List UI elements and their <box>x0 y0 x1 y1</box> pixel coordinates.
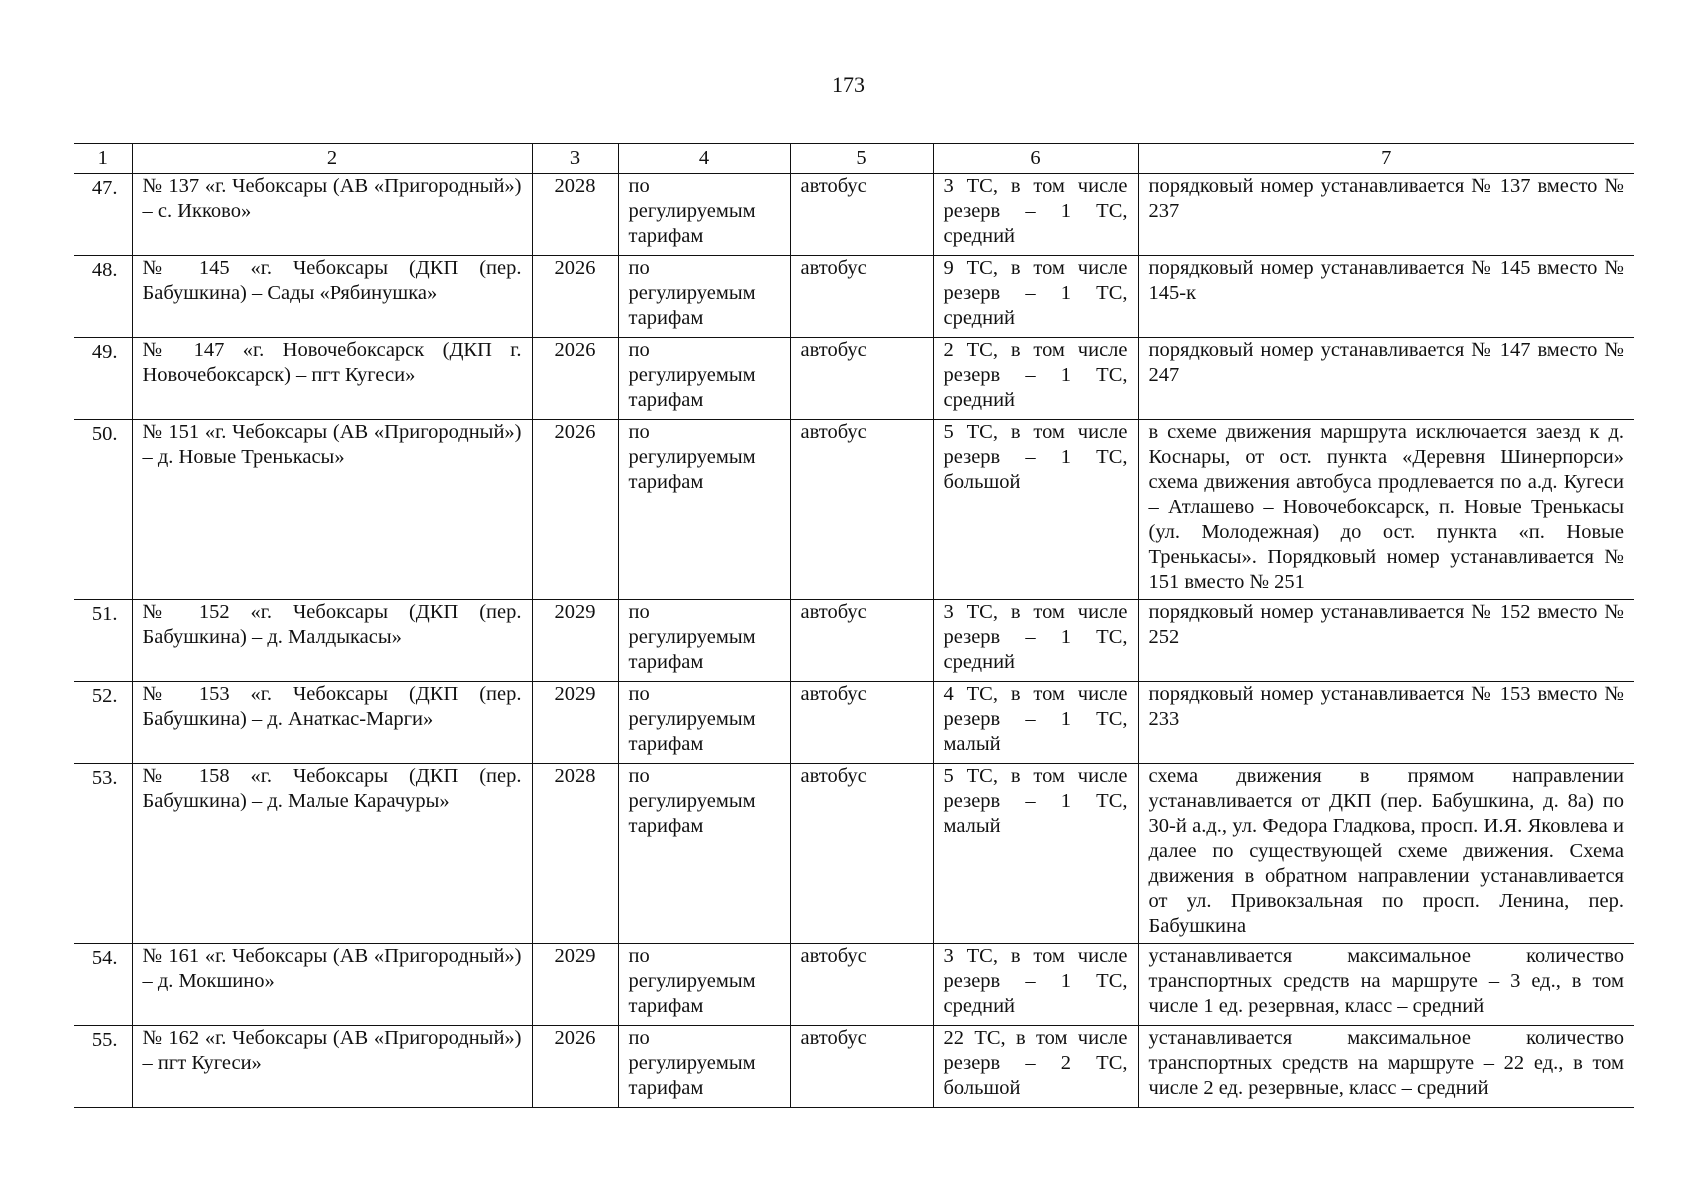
vehicle-count: 3 ТС, в том числе резерв – 1 ТС, средний <box>933 944 1138 1026</box>
route-year: 2028 <box>532 764 618 944</box>
table-row <box>74 256 1634 338</box>
column-header: 3 <box>532 144 618 174</box>
table-row <box>74 600 1634 682</box>
tariff-type: по регулируемым тарифам <box>618 256 790 338</box>
route-year: 2029 <box>532 600 618 682</box>
row-number: 55. <box>74 1026 132 1108</box>
column-header: 7 <box>1138 144 1634 174</box>
route-year: 2026 <box>532 256 618 338</box>
tariff-type: по регулируемым тарифам <box>618 944 790 1026</box>
table-row <box>74 764 1634 944</box>
table-row <box>74 420 1634 600</box>
route-name: № 137 «г. Чебоксары (АВ «Пригородный») – с. Икково» <box>132 174 532 256</box>
vehicle-type: автобус <box>790 338 933 420</box>
route-year: 2026 <box>532 338 618 420</box>
vehicle-type: автобус <box>790 1026 933 1108</box>
column-header: 4 <box>618 144 790 174</box>
vehicle-type: автобус <box>790 600 933 682</box>
vehicle-type: автобус <box>790 764 933 944</box>
route-year: 2029 <box>532 944 618 1026</box>
row-number: 51. <box>74 600 132 682</box>
route-changes: в схеме движения маршрута исключается заезд к д. Коснары, от ост. пункта «Деревня Шинерпорси» схема движения автобуса продлевается по а.д. Кугеси – Атлашево – Новочебоксарск, п. Новые Тренькасы (ул. Молодежная) до ост. пункта «п. Новые Тренькасы». Порядковый номер устанавливается № 151 вместо № 251 <box>1138 420 1634 600</box>
route-year: 2028 <box>532 174 618 256</box>
route-changes: устанавливается максимальное количество транспортных средств на маршруте – 3 ед., в том числе 1 ед. резервная, класс – средний <box>1138 944 1634 1026</box>
table-row <box>74 1026 1634 1108</box>
vehicle-type: автобус <box>790 174 933 256</box>
route-changes: порядковый номер устанавливается № 145 вместо № 145-к <box>1138 256 1634 338</box>
vehicle-count: 5 ТС, в том числе резерв – 1 ТС, большой <box>933 420 1138 600</box>
route-name: № 161 «г. Чебоксары (АВ «Пригородный») – д. Мокшино» <box>132 944 532 1026</box>
row-number: 49. <box>74 338 132 420</box>
route-name: № 158 «г. Чебоксары (ДКП (пер. Бабушкина) – д. Малые Карачуры» <box>132 764 532 944</box>
route-name: № 147 «г. Новочебоксарск (ДКП г. Новочебоксарск) – пгт Кугеси» <box>132 338 532 420</box>
vehicle-type: автобус <box>790 420 933 600</box>
route-name: № 152 «г. Чебоксары (ДКП (пер. Бабушкина) – д. Малдыкасы» <box>132 600 532 682</box>
vehicle-count: 22 ТС, в том числе резерв – 2 ТС, большой <box>933 1026 1138 1108</box>
row-number: 50. <box>74 420 132 600</box>
vehicle-type: автобус <box>790 944 933 1026</box>
route-year: 2026 <box>532 420 618 600</box>
tariff-type: по регулируемым тарифам <box>618 420 790 600</box>
row-number: 48. <box>74 256 132 338</box>
vehicle-count: 3 ТС, в том числе резерв – 1 ТС, средний <box>933 600 1138 682</box>
route-year: 2029 <box>532 682 618 764</box>
table-header-row <box>74 144 1634 174</box>
vehicle-count: 5 ТС, в том числе резерв – 1 ТС, малый <box>933 764 1138 944</box>
tariff-type: по регулируемым тарифам <box>618 338 790 420</box>
row-number: 54. <box>74 944 132 1026</box>
route-changes: устанавливается максимальное количество транспортных средств на маршруте – 22 ед., в том числе 2 ед. резервные, класс – средний <box>1138 1026 1634 1108</box>
vehicle-type: автобус <box>790 682 933 764</box>
table-row <box>74 174 1634 256</box>
row-number: 53. <box>74 764 132 944</box>
table-row <box>74 338 1634 420</box>
vehicle-count: 9 ТС, в том числе резерв – 1 ТС, средний <box>933 256 1138 338</box>
column-header: 5 <box>790 144 933 174</box>
route-name: № 162 «г. Чебоксары (АВ «Пригородный») – пгт Кугеси» <box>132 1026 532 1108</box>
vehicle-count: 4 ТС, в том числе резерв – 1 ТС, малый <box>933 682 1138 764</box>
vehicle-count: 2 ТС, в том числе резерв – 1 ТС, средний <box>933 338 1138 420</box>
vehicle-type: автобус <box>790 256 933 338</box>
column-header: 1 <box>74 144 132 174</box>
column-header: 6 <box>933 144 1138 174</box>
column-header: 2 <box>132 144 532 174</box>
route-name: № 145 «г. Чебоксары (ДКП (пер. Бабушкина) – Сады «Рябинушка» <box>132 256 532 338</box>
route-name: № 151 «г. Чебоксары (АВ «Пригородный») – д. Новые Тренькасы» <box>132 420 532 600</box>
route-name: № 153 «г. Чебоксары (ДКП (пер. Бабушкина) – д. Анаткас-Марги» <box>132 682 532 764</box>
row-number: 47. <box>74 174 132 256</box>
vehicle-count: 3 ТС, в том числе резерв – 1 ТС, средний <box>933 174 1138 256</box>
route-year: 2026 <box>532 1026 618 1108</box>
routes-table <box>74 143 1634 1108</box>
table-row <box>74 682 1634 764</box>
route-changes: схема движения в прямом направлении устанавливается от ДКП (пер. Бабушкина, д. 8а) по 30-й а.д., ул. Федора Гладкова, просп. И.Я. Яковлева и далее по существующей схеме движения. Схема движения в обратном направлении устанавливается от ул. Привокзальная по просп. Ленина, пер. Бабушкина <box>1138 764 1634 944</box>
tariff-type: по регулируемым тарифам <box>618 1026 790 1108</box>
tariff-type: по регулируемым тарифам <box>618 600 790 682</box>
tariff-type: по регулируемым тарифам <box>618 174 790 256</box>
route-changes: порядковый номер устанавливается № 147 вместо № 247 <box>1138 338 1634 420</box>
page-number: 173 <box>832 72 865 97</box>
table-row <box>74 944 1634 1026</box>
route-changes: порядковый номер устанавливается № 152 вместо № 252 <box>1138 600 1634 682</box>
tariff-type: по регулируемым тарифам <box>618 682 790 764</box>
tariff-type: по регулируемым тарифам <box>618 764 790 944</box>
route-changes: порядковый номер устанавливается № 137 вместо № 237 <box>1138 174 1634 256</box>
row-number: 52. <box>74 682 132 764</box>
route-changes: порядковый номер устанавливается № 153 вместо № 233 <box>1138 682 1634 764</box>
